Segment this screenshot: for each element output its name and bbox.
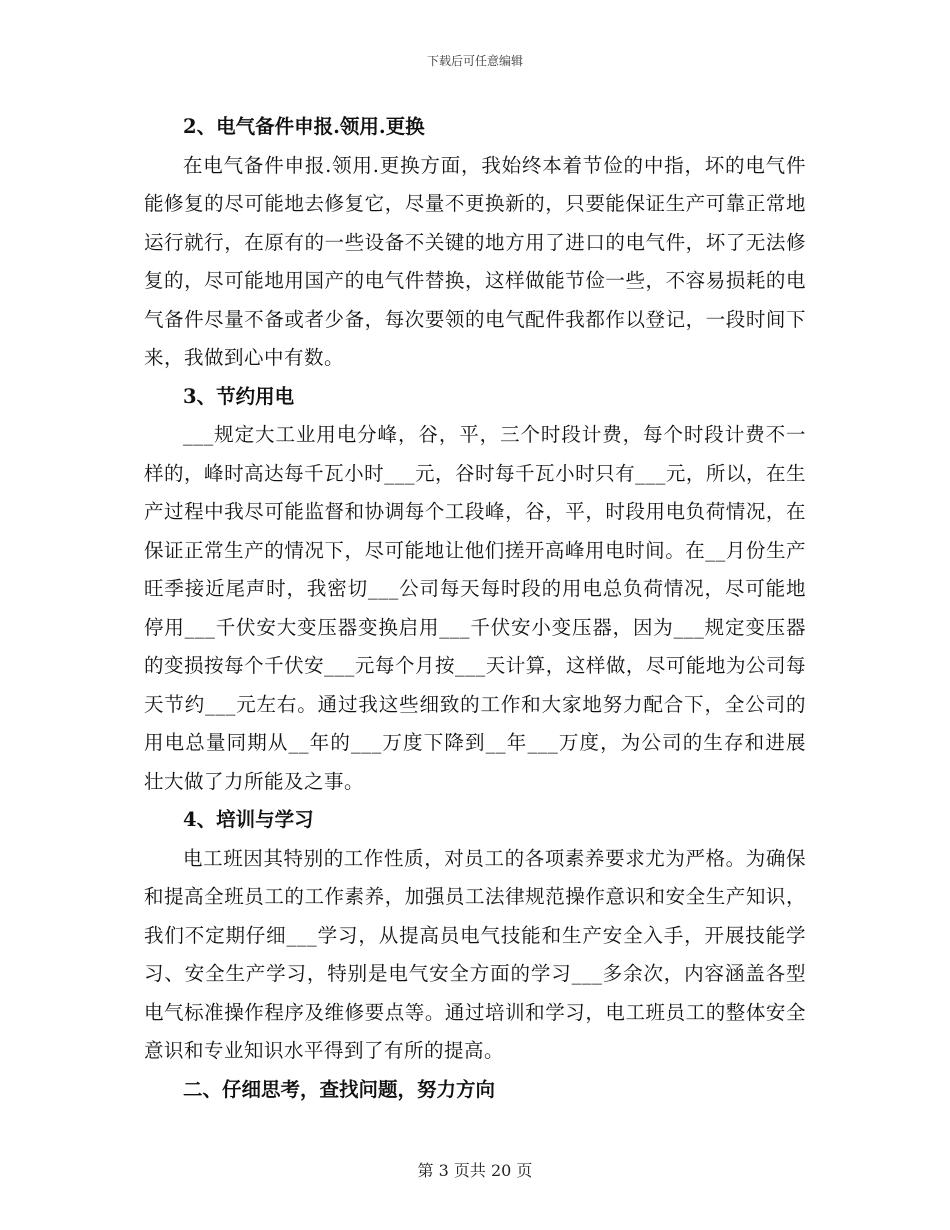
page-header-note: 下载后可任意编辑 bbox=[426, 54, 523, 68]
section-heading: 二、仔细思考，查找问题，努力方向 bbox=[183, 1077, 496, 1101]
section-heading: 4、培训与学习 bbox=[183, 808, 314, 831]
page-number: 第 3 页共 20 页 bbox=[417, 1161, 533, 1180]
section-heading: 2、电气备件申报.领用.更换 bbox=[183, 115, 425, 138]
document-body bbox=[144, 108, 806, 1109]
section-paragraph: ___规定大工业用电分峰，谷，平，三个时段计费，每个时段计费不一样的，峰时高达每千瓦小时___元，谷时每千瓦小时只有___元，所以，在生产过程中我尽可能监督和协调每个工段峰，谷，平，时段用电负荷情况，在保证正常生产的情况下，尽可能地让他们搓开高峰用电时间。在__月份生产旺季接近尾声时，我密切___公司每天每时段的用电总负荷情况，尽可能地停用___千伏安大变压器变换启用___千伏安小变压器，因为___规定变压器的变损按每个千伏安___元每个月按___天计算，这样做，尽可能地为公司每天节约___元左右。通过我这些细致的工作和大家地努力配合下，全公司的用电总量同期从__年的___万度下降到__年___万度，为公司的生存和进展壮大做了力所能及之事。 bbox=[144, 423, 806, 793]
section-paragraph: 电工班因其特别的工作性质，对员工的各项素养要求尤为严格。为确保和提高全班员工的工作素养，加强员工法律规范操作意识和安全生产知识，我们不定期仔细___学习，从提高员电气技能和生产安全入手，开展技能学习、安全生产学习，特别是电气安全方面的学习___多余次，内容涵盖各型电气标准操作程序及维修要点等。通过培训和学习，电工班员工的整体安全意识和专业知识水平得到了有所的提高。 bbox=[144, 846, 806, 1062]
section-heading: 3、节约用电 bbox=[183, 384, 295, 408]
section-paragraph: 在电气备件申报.领用.更换方面，我始终本着节俭的中指，坏的电气件能修复的尽可能地去修复它，尽量不更换新的，只要能保证生产可靠正常地运行就行，在原有的一些设备不关键的地方用了进口的电气件，坏了无法修复的，尽可能地用国产的电气件替换，这样做能节俭一些，不容易损耗的电气备件尽量不备或者少备，每次要领的电气配件我都作以登记，一段时间下来，我做到心中有数。 bbox=[144, 153, 806, 369]
